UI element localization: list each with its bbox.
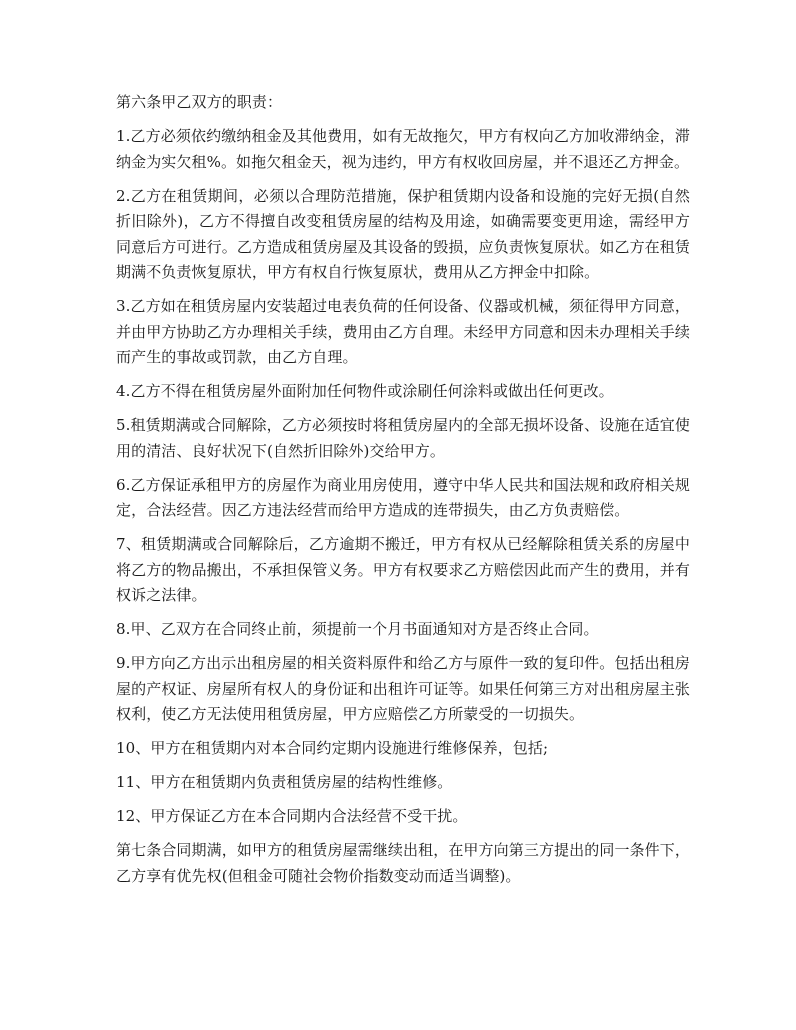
- clause-6: 6.乙方保证承租甲方的房屋作为商业用房使用，遵守中华人民共和国法规和政府相关规定，合法经营。因乙方违法经营而给甲方造成的连带损失，由乙方负责赔偿。: [116, 475, 690, 519]
- clause-1: 1.乙方必须依约缴纳租金及其他费用，如有无故拖欠，甲方有权向乙方加收滞纳金，滞纳金为实欠租%。如拖欠租金天，视为违约，甲方有权收回房屋，并不退还乙方押金。: [116, 127, 690, 171]
- clause-11: 11、甲方在租赁期内负责租赁房屋的结构性维修。: [116, 773, 453, 791]
- clause-5: 5.租赁期满或合同解除，乙方必须按时将租赁房屋内的全部无损坏设备、设施在适宜使用的清洁、良好状况下(自然折旧除外)交给甲方。: [116, 416, 690, 460]
- clause-9: 9.甲方向乙方出示出租房屋的相关资料原件和给乙方与原件一致的复印件。包括出租房屋的产权证、房屋所有权人的身份证和出租许可证等。如果任何第三方对出租房屋主张权利，使乙方无法使用租赁房屋，甲方应赔偿乙方所蒙受的一切损失。: [116, 654, 690, 723]
- clause-3: 3.乙方如在租赁房屋内安装超过电表负荷的任何设备、仪器或机械，须征得甲方同意，并由甲方协助乙方办理相关手续，费用由乙方自理。未经甲方同意和因未办理相关手续而产生的事故或罚款，由乙方自理。: [116, 297, 690, 366]
- clause-7: 7、租赁期满或合同解除后，乙方逾期不搬迁，甲方有权从已经解除租赁关系的房屋中将乙方的物品搬出，不承担保管义务。甲方有权要求乙方赔偿因此而产生的费用，并有权诉之法律。: [116, 535, 690, 604]
- section-heading-article-6: 第六条甲乙双方的职责：: [116, 93, 283, 111]
- clause-10: 10、甲方在租赁期内对本合同约定期内设施进行维修保养，包括;: [116, 739, 549, 757]
- section-article-7: 第七条合同期满，如甲方的租赁房屋需继续出租，在甲方向第三方提出的同一条件下，乙方享有优先权(但租金可随社会物价指数变动而适当调整)。: [116, 841, 690, 885]
- clause-12: 12、甲方保证乙方在本合同期内合法经营不受干扰。: [116, 807, 468, 825]
- clause-4: 4.乙方不得在租赁房屋外面附加任何物件或涂刷任何涂料或做出任何更改。: [116, 382, 614, 400]
- clause-8: 8.甲、乙双方在合同终止前，须提前一个月书面通知对方是否终止合同。: [116, 620, 599, 638]
- clause-2: 2.乙方在租赁期间，必须以合理防范措施，保护租赁期内设备和设施的完好无损(自然折旧除外)，乙方不得擅自改变租赁房屋的结构及用途，如确需要变更用途，需经甲方同意后方可进行。乙方造成租赁房屋及其设备的毁损，应负责恢复原状。如乙方在租赁期满不负责恢复原状，甲方有权自行恢复原状，费用从乙方押金中扣除。: [116, 186, 690, 281]
- document-page: [116, 90, 690, 898]
